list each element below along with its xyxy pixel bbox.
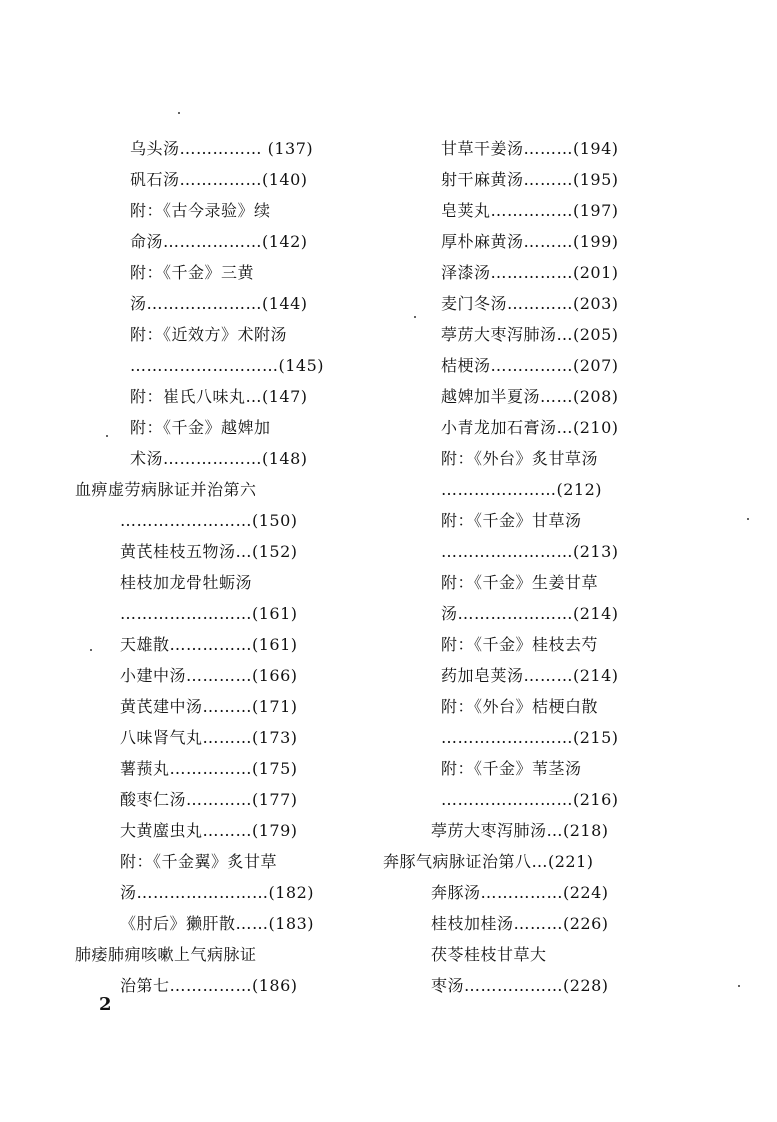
- toc-entry: 甘草干姜汤………(194): [441, 139, 619, 158]
- toc-entry: 麦门冬汤…………(203): [441, 294, 619, 313]
- toc-entry: ……………………(213): [441, 542, 619, 561]
- toc-entry: 越婢加半夏汤……(208): [441, 387, 619, 406]
- toc-entry: 附：《外台》桔梗白散: [441, 697, 599, 716]
- scan-speck: [738, 985, 740, 987]
- toc-entry: 附：《千金》生姜甘草: [441, 573, 599, 592]
- toc-entry: ……………………(150): [120, 511, 298, 530]
- toc-entry: …………………(212): [441, 480, 603, 499]
- scan-speck: [106, 435, 108, 437]
- toc-entry: 乌头汤…………… (137): [130, 139, 314, 158]
- toc-entry: 黄芪桂枝五物汤…(152): [120, 542, 298, 561]
- toc-entry: 薯蓣丸……………(175): [120, 759, 298, 778]
- toc-entry: 葶苈大枣泻肺汤…(205): [441, 325, 619, 344]
- toc-entry: 汤…………………(144): [130, 294, 308, 313]
- toc-entry: 药加皂荚汤………(214): [441, 666, 619, 685]
- toc-entry: 治第七……………(186): [120, 976, 298, 995]
- scan-speck: [90, 649, 92, 651]
- toc-entry: 黄芪建中汤………(171): [120, 697, 298, 716]
- toc-entry: 泽漆汤……………(201): [441, 263, 619, 282]
- page-number: 2: [99, 994, 112, 1015]
- toc-chapter-heading: 血痹虚劳病脉证并治第六: [75, 480, 257, 499]
- toc-entry: 厚朴麻黄汤………(199): [441, 232, 619, 251]
- toc-entry: 奔豚汤……………(224): [431, 883, 609, 902]
- toc-entry: 附：《千金翼》炙甘草: [120, 852, 278, 871]
- toc-entry: 术汤………………(148): [130, 449, 308, 468]
- scan-speck: [747, 518, 749, 520]
- toc-entry: 附：《古今录验》续: [130, 201, 271, 220]
- toc-entry: 附：《近效方》术附汤: [130, 325, 288, 344]
- toc-entry: 桂枝加龙骨牡蛎汤: [120, 573, 253, 592]
- toc-entry: ……………………(215): [441, 728, 619, 747]
- toc-entry: 矾石汤……………(140): [130, 170, 308, 189]
- toc-entry: 小建中汤…………(166): [120, 666, 298, 685]
- toc-entry: 桂枝加桂汤………(226): [431, 914, 609, 933]
- toc-entry: 命汤………………(142): [130, 232, 308, 251]
- toc-entry: 《肘后》獭肝散……(183): [120, 914, 315, 933]
- toc-left-column: [75, 133, 365, 1001]
- toc-entry: 附：《千金》苇茎汤: [441, 759, 582, 778]
- toc-entry: 小青龙加石膏汤…(210): [441, 418, 619, 437]
- toc-entry: 天雄散……………(161): [120, 635, 298, 654]
- toc-chapter-heading: 奔豚气病脉证治第八…(221): [383, 852, 594, 871]
- toc-entry: 汤…………………(214): [441, 604, 619, 623]
- toc-entry: 葶苈大枣泻肺汤…(218): [431, 821, 609, 840]
- toc-entry: 附：崔氏八味丸…(147): [130, 387, 308, 406]
- toc-entry: 桔梗汤……………(207): [441, 356, 619, 375]
- toc-entry: 附：《千金》桂枝去芍: [441, 635, 599, 654]
- toc-entry: 大黄䗪虫丸………(179): [120, 821, 298, 840]
- toc-entry: 枣汤………………(228): [431, 976, 609, 995]
- toc-entry: 八味肾气丸………(173): [120, 728, 298, 747]
- toc-entry: 附：《千金》越婢加: [130, 418, 271, 437]
- toc-entry: ……………………(161): [120, 604, 298, 623]
- toc-entry: 汤……………………(182): [120, 883, 315, 902]
- toc-right-column: [383, 133, 673, 1001]
- toc-entry: ……………………(216): [441, 790, 619, 809]
- toc-entry: 附：《千金》三黄: [130, 263, 255, 282]
- toc-entry: 附：《千金》甘草汤: [441, 511, 582, 530]
- toc-entry: 酸枣仁汤…………(177): [120, 790, 298, 809]
- toc-entry: 皂荚丸……………(197): [441, 201, 619, 220]
- scan-speck: [414, 316, 416, 318]
- toc-entry: 茯苓桂枝甘草大: [431, 945, 547, 964]
- toc-entry: 附：《外台》炙甘草汤: [441, 449, 599, 468]
- toc-entry: ………………………(145): [130, 356, 325, 375]
- scan-speck: [178, 112, 180, 114]
- toc-entry: 射干麻黄汤………(195): [441, 170, 619, 189]
- toc-chapter-heading: 肺痿肺痈咳嗽上气病脉证: [75, 945, 257, 964]
